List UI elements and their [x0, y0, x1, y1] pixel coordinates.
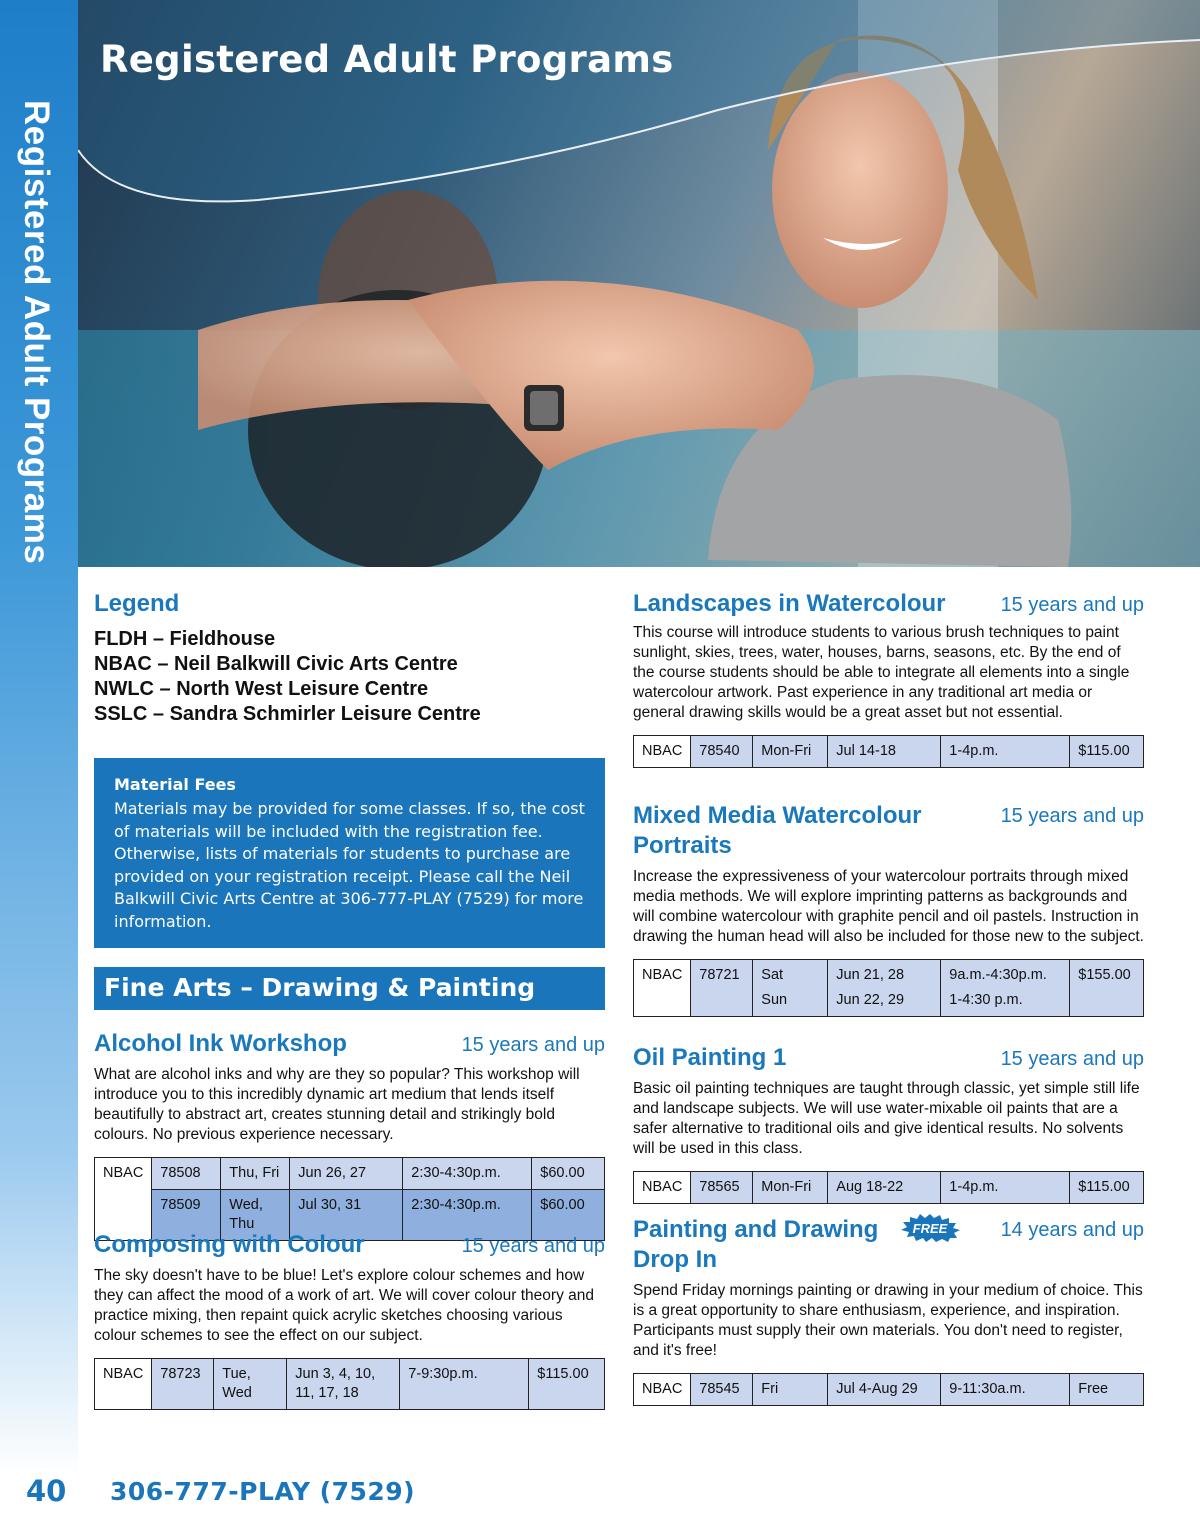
program-age: 15 years and up — [1000, 594, 1144, 616]
days-cell: Sat — [753, 960, 828, 992]
program-description: The sky doesn't have to be blue! Let's explore colour schemes and how they can affect the mood of a work of art. We will cover colour theory and practice mixing, then repaint quick acrylic sketches choosing various colour schemes to see the effect on our subject. — [94, 1267, 594, 1344]
sidebar-title: Registered Adult Programs — [17, 100, 56, 565]
program-composing-colour — [94, 1230, 605, 1410]
days-cell: Mon-Fri — [753, 1172, 828, 1204]
section-heading: Fine Arts – Drawing & Painting — [94, 967, 605, 1010]
days-cell: Wed, Thu — [221, 1190, 290, 1241]
table-row — [634, 1374, 1144, 1406]
schedule-table — [633, 735, 1144, 768]
schedule-table — [633, 1373, 1144, 1406]
schedule-table — [94, 1157, 605, 1241]
location-cell: NBAC — [95, 1158, 152, 1241]
dates-cell: Aug 18-22 — [828, 1172, 941, 1204]
course-code-cell: 78565 — [691, 1172, 753, 1204]
schedule-table — [633, 1171, 1144, 1204]
course-code-cell: 78509 — [152, 1190, 221, 1241]
program-title: Composing with Colour — [94, 1231, 365, 1258]
program-mixed-media-portraits — [633, 801, 1144, 1017]
program-age: 15 years and up — [1000, 1048, 1144, 1070]
page-number: 40 — [26, 1474, 67, 1508]
free-badge-icon — [898, 1213, 962, 1248]
table-row — [95, 1158, 605, 1190]
price-cell: $115.00 — [529, 1359, 605, 1410]
price-cell: $115.00 — [1070, 1172, 1144, 1204]
dates-cell: Jun 26, 27 — [290, 1158, 403, 1190]
footer-phone: 306-777-PLAY (7529) — [110, 1477, 416, 1506]
legend-list — [94, 627, 481, 727]
days-cell: Thu, Fri — [221, 1158, 290, 1190]
program-description: Increase the expressiveness of your watercolour portraits through mixed media methods. We will explore imprinting patterns as backgrounds and will combine watercolour with graphite pencil and oil pastels. Instruction in drawing the human head will also be included for those new to the subject. — [633, 868, 1144, 945]
program-title: Painting and Drawing Drop In — [633, 1216, 879, 1273]
price-cell: $60.00 — [532, 1158, 605, 1190]
course-code-cell: 78723 — [152, 1359, 214, 1410]
time-cell: 2:30-4:30p.m. — [403, 1190, 532, 1241]
material-fees-box — [94, 758, 605, 948]
time-cell: 1-4p.m. — [941, 1172, 1070, 1204]
dates-cell: Jun 3, 4, 10, 11, 17, 18 — [287, 1359, 400, 1410]
program-drop-in — [633, 1215, 1144, 1406]
time-cell: 9-11:30a.m. — [941, 1374, 1070, 1406]
legend-item: FLDH – Fieldhouse — [94, 628, 276, 650]
legend-item: NBAC – Neil Balkwill Civic Arts Centre — [94, 653, 458, 675]
program-title: Landscapes in Watercolour — [633, 590, 946, 617]
dates-cell: Jul 4-Aug 29 — [828, 1374, 941, 1406]
material-fees-title: Material Fees — [114, 775, 236, 794]
hero-photo — [78, 0, 1200, 567]
course-code-cell: 78721 — [691, 960, 753, 1017]
legend-item: NWLC – North West Leisure Centre — [94, 678, 429, 700]
hero-illustration — [78, 0, 1200, 567]
course-code-cell: 78545 — [691, 1374, 753, 1406]
course-code-cell: 78508 — [152, 1158, 221, 1190]
free-badge-text: FREE — [912, 1221, 948, 1236]
days-cell: Tue, Wed — [214, 1359, 287, 1410]
program-description: What are alcohol inks and why are they so popular? This workshop will introduce you to this incredibly dynamic art medium that lends itself beautifully to abstract art, creates stunning detail and strikingly bold colours. No previous experience necessary. — [94, 1066, 580, 1143]
price-cell: $155.00 — [1070, 960, 1144, 1017]
time-cell: 1-4p.m. — [941, 736, 1070, 768]
dates-cell: Jun 22, 29 — [828, 991, 941, 1017]
location-cell: NBAC — [634, 1172, 691, 1204]
course-code-cell: 78540 — [691, 736, 753, 768]
dates-cell: Jul 30, 31 — [290, 1190, 403, 1241]
time-cell: 2:30-4:30p.m. — [403, 1158, 532, 1190]
program-age: 15 years and up — [1000, 805, 1144, 827]
program-description: Spend Friday mornings painting or drawing in your medium of choice. This is a great opportunity to share enthusiasm, experience, and inspiration. Participants must supply their own materials. You don't need to register, and it's free! — [633, 1282, 1143, 1359]
time-cell: 7-9:30p.m. — [400, 1359, 529, 1410]
program-age: 15 years and up — [461, 1034, 605, 1056]
sidebar — [0, 0, 78, 1538]
location-cell: NBAC — [95, 1359, 152, 1410]
table-row — [634, 736, 1144, 768]
price-cell: $60.00 — [532, 1190, 605, 1241]
program-alcohol-ink — [94, 1029, 605, 1241]
program-landscapes-watercolour — [633, 589, 1144, 768]
program-age: 14 years and up — [1000, 1219, 1144, 1241]
location-cell: NBAC — [634, 736, 691, 768]
days-cell: Fri — [753, 1374, 828, 1406]
table-row — [95, 1359, 605, 1410]
days-cell: Mon-Fri — [753, 736, 828, 768]
material-fees-text: Materials may be provided for some classes. If so, the cost of materials will be included with the registration fee. Otherwise, lists of materials for students to purchase are provided on your registration receipt. Please call the Neil Balkwill Civic Arts Centre at 306-777-PLAY (7529) for more information. — [114, 799, 585, 931]
location-cell: NBAC — [634, 1374, 691, 1406]
program-oil-painting — [633, 1043, 1144, 1204]
table-row — [634, 960, 1144, 992]
legend-title: Legend — [94, 590, 180, 617]
price-cell: Free — [1070, 1374, 1144, 1406]
program-age: 15 years and up — [461, 1235, 605, 1257]
program-title: Oil Painting 1 — [633, 1044, 787, 1071]
program-description: This course will introduce students to various brush techniques to paint sunlight, skies, trees, water, houses, barns, seasons, etc. By the end of the course students should be able to integrate all elements into a single watercolour artwork. Past experience in any traditional art media or general drawing skills would be a great asset but not essential. — [633, 624, 1130, 721]
dates-cell: Jul 14-18 — [828, 736, 941, 768]
program-title: Alcohol Ink Workshop — [94, 1030, 347, 1057]
dates-cell: Jun 21, 28 — [828, 960, 941, 992]
price-cell: $115.00 — [1070, 736, 1144, 768]
legend-item: SSLC – Sandra Schmirler Leisure Centre — [94, 703, 481, 725]
location-cell: NBAC — [634, 960, 691, 1017]
time-cell: 9a.m.-4:30p.m. — [941, 960, 1070, 992]
schedule-table — [633, 959, 1144, 1017]
program-description: Basic oil painting techniques are taught through classic, yet simple still life and landscape subjects. We will use water-mixable oil paints that are a safer alternative to traditional oils and give identical results. No solvents will be used in this class. — [633, 1080, 1140, 1157]
program-title: Mixed Media Watercolour Portraits — [633, 802, 922, 859]
time-cell: 1-4:30 p.m. — [941, 991, 1070, 1017]
hero-title: Registered Adult Programs — [100, 38, 674, 81]
table-row — [634, 1172, 1144, 1204]
schedule-table — [94, 1358, 605, 1410]
days-cell: Sun — [753, 991, 828, 1017]
